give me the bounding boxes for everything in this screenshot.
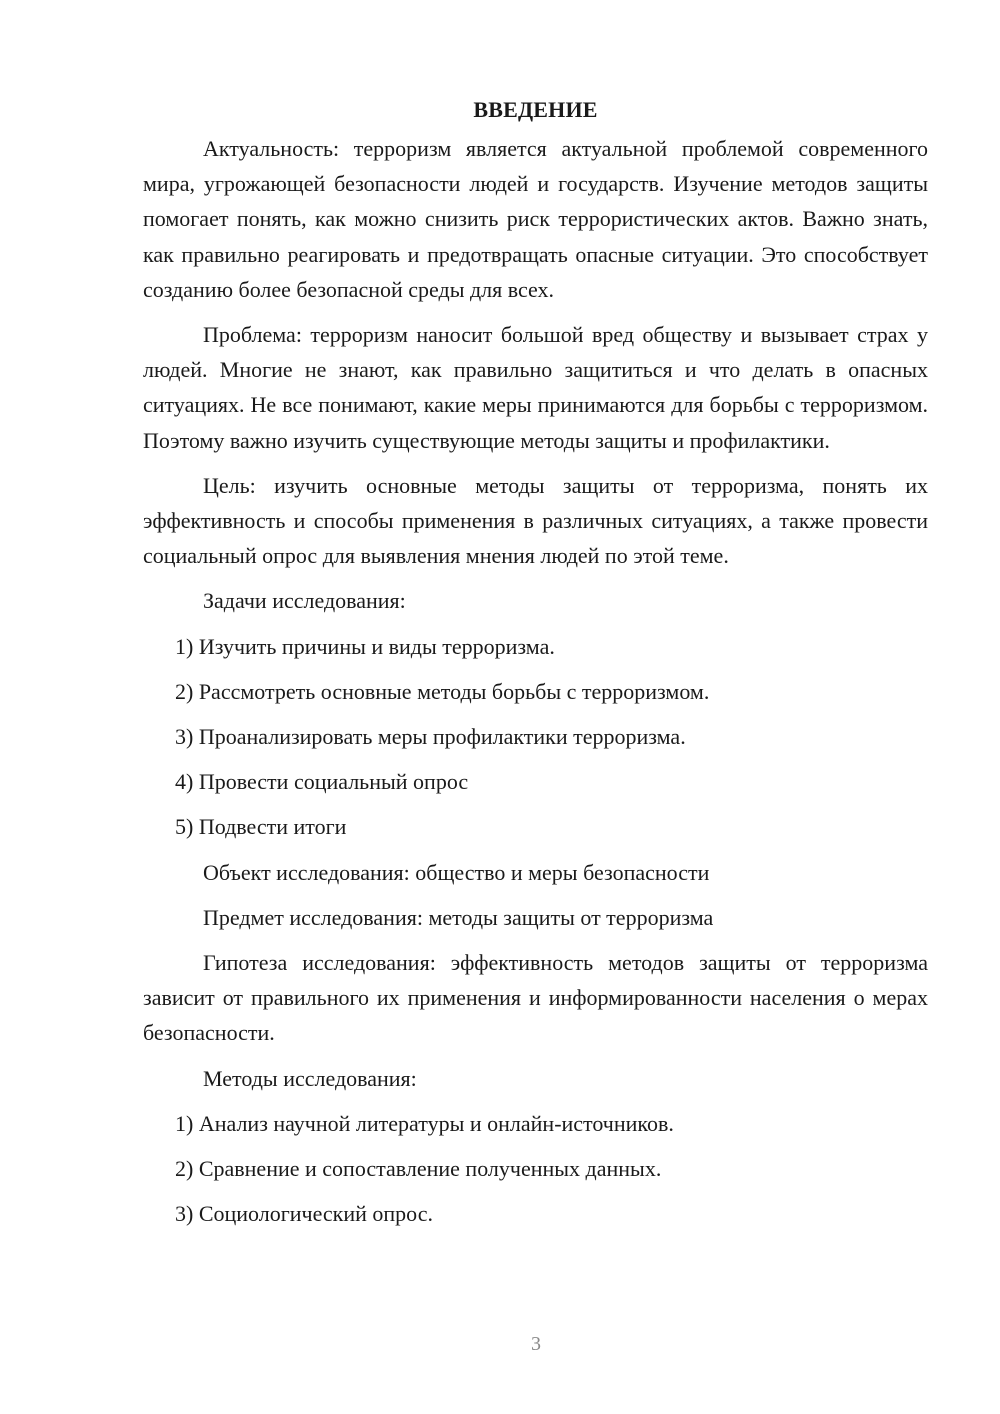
task-item-5: 5) Подвести итоги xyxy=(175,814,347,840)
task-item-1: 1) Изучить причины и виды терроризма. xyxy=(175,633,555,659)
section-title: ВВЕДЕНИЕ xyxy=(473,97,598,122)
method-item-1: 1) Анализ научной литературы и онлайн-источников. xyxy=(175,1110,674,1136)
tasks-heading: Задачи исследования: xyxy=(203,588,406,614)
method-item-3: 3) Социологический опрос. xyxy=(175,1201,433,1227)
methods-heading: Методы исследования: xyxy=(203,1065,417,1091)
task-item-4: 4) Провести социальный опрос xyxy=(175,769,469,795)
document-page xyxy=(143,92,928,1241)
task-item-2: 2) Рассмотреть основные методы борьбы с терроризмом. xyxy=(175,678,710,704)
hypothesis-paragraph: Гипотеза исследования: эффективность методов защиты от терроризма зависит от правильного их применения и информированности населения о мерах безопасности. xyxy=(143,950,928,1046)
task-item-3: 3) Проанализировать меры профилактики терроризма. xyxy=(175,724,686,750)
research-subject: Предмет исследования: методы защиты от терроризма xyxy=(203,904,714,930)
research-object: Объект исследования: общество и меры безопасности xyxy=(203,859,710,885)
problem-paragraph: Проблема: терроризм наносит большой вред обществу и вызывает страх у людей. Многие не знают, как правильно защититься и что делать в опасных ситуациях. Не все понимают, какие меры принимаются для борьбы с терроризмом. Поэтому важно изучить существующие методы защиты и профилактики. xyxy=(143,322,928,453)
page-number: 3 xyxy=(531,1333,541,1355)
goal-paragraph: Цель: изучить основные методы защиты от терроризма, понять их эффективность и способы применения в различных ситуациях, а также провести социальный опрос для выявления мнения людей по этой теме. xyxy=(143,472,928,569)
relevance-paragraph: Актуальность: терроризм является актуальной проблемой современного мира, угрожающей безопасности людей и государств. Изучение методов защиты помогает понять, как можно снизить риск террористических актов. Важно знать, как правильно реагировать и предотвращать опасные ситуации. Это способствует созданию более безопасной среды для всех. xyxy=(143,136,928,302)
method-item-2: 2) Сравнение и сопоставление полученных данных. xyxy=(175,1156,662,1182)
